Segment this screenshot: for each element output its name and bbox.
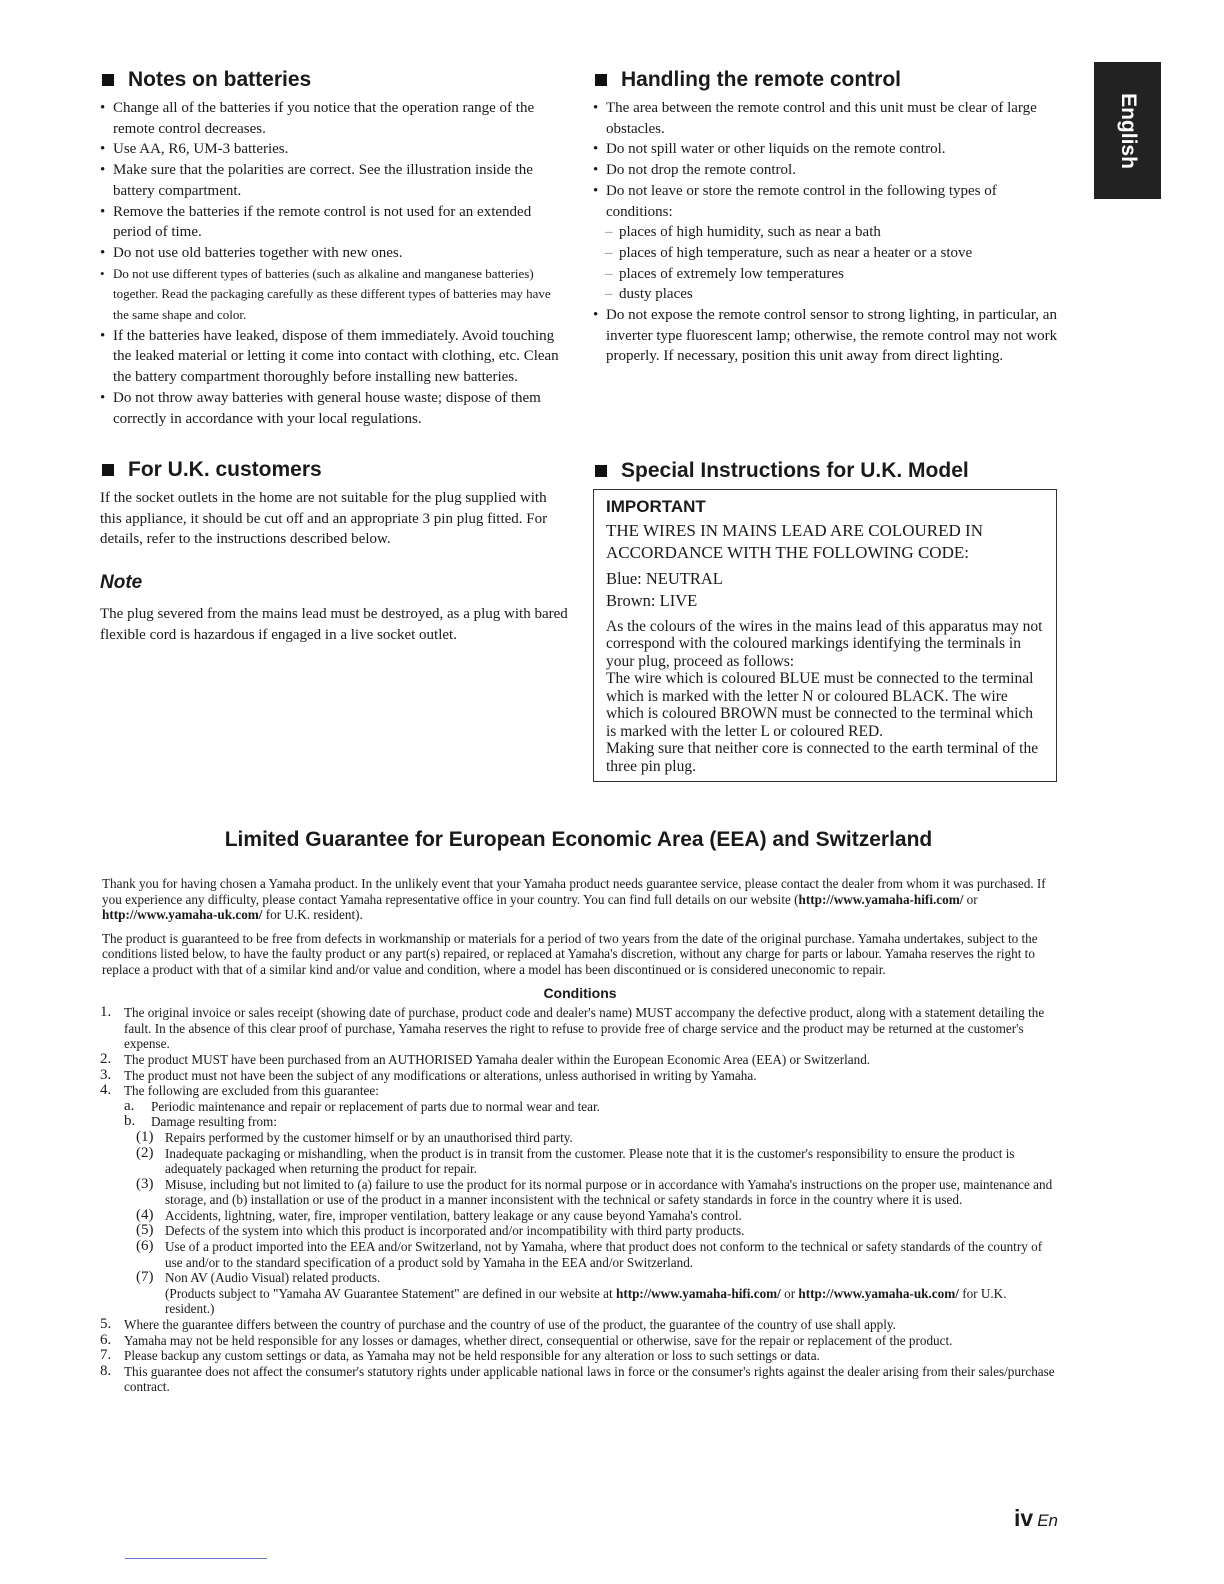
item-text: The product MUST have been purchased from an AUTHORISED Yamaha dealer within the European Economic Area (EEA) or Switzerland.: [124, 1051, 871, 1067]
condition-item: [102, 1208, 1058, 1224]
item-number: a.: [124, 1097, 135, 1114]
list-item: • The area between the remote control and this unit must be clear of large obstacles.: [593, 98, 1061, 139]
guarantee-terms: The product is guaranteed to be free from defects in workmanship or materials for a period of two years from the date of the original purchase. Yamaha undertakes, subject to the conditions listed below, to have the faulty product or any part(s) repaired, or replaced at Yamaha's discretion, without any charge for parts or labour. Yamaha reserves the right to replace a product with that of a similar kind and/or value and condition, where a model has been discontinued or is considered uneconomic to repair.: [102, 930, 1038, 977]
item-number: (3): [136, 1175, 154, 1192]
important-label: IMPORTANT: [606, 497, 706, 516]
item-text: Misuse, including but not limited to (a) failure to use the product for its normal purpose or in accordance with Yamaha's instructions on the proper use, maintenance and storage, and (b) installation or use of the product in a manner inconsistent with the technical or safety standards in force in the country where it is used.: [165, 1176, 1053, 1208]
condition-item: [102, 1099, 1058, 1115]
important-box: [593, 489, 1057, 782]
wire-code-text: THE WIRES IN MAINS LEAD ARE COLOURED IN ACCORDANCE WITH THE FOLLOWING CODE:: [606, 520, 983, 562]
text: Thank you for having chosen a Yamaha product. In the unlikely event that your Yamaha product needs guarantee service, please contact the dealer from whom it was purchased. If you experience any difficulty, please contact Yamaha representative office in your country. You can find full details on our website (: [102, 876, 1046, 907]
item-number: (5): [136, 1222, 154, 1239]
item-number: (4): [136, 1206, 154, 1223]
guarantee-title: Limited Guarantee for European Economic Area (EEA) and Switzerland: [224, 828, 933, 851]
item-number: 8.: [100, 1362, 112, 1379]
list-item: • Remove the batteries if the remote control is not used for an extended period of time.: [100, 202, 568, 243]
website-link[interactable]: http://www.yamaha-hifi.com/: [798, 891, 964, 907]
list-item: • Make sure that the polarities are correct. See the illustration inside the battery compartment.: [100, 160, 568, 201]
item-text: The original invoice or sales receipt (showing date of purchase, product code and dealer's name) MUST accompany the defective product, along with a statement detailing the fault. In the absence of this clear proof of purchase, Yamaha reserves the right to refuse to provide free of charge service and the product may be returned at the customer's expense.: [124, 1005, 1045, 1052]
square-bullet-icon: [595, 465, 607, 477]
item-text: Damage resulting from:: [151, 1114, 277, 1130]
text: or: [780, 1285, 799, 1301]
footer-rule: [125, 1558, 267, 1559]
item-number: 5.: [100, 1316, 112, 1333]
text: or: [963, 891, 978, 907]
section-heading: [100, 68, 568, 92]
item-text: Please backup any custom settings or data, as Yamaha may not be held responsible for any alteration or loss to such settings or data.: [124, 1348, 820, 1364]
condition-note: [102, 1286, 1058, 1317]
condition-item: [102, 1223, 1058, 1239]
list-item: • Do not leave or store the remote control in the following types of conditions:: [593, 181, 1061, 222]
list-item: – dusty places: [593, 284, 1061, 305]
conditions-list: [102, 1005, 1058, 1395]
condition-item: [100, 1068, 1058, 1084]
item-number: 3.: [100, 1066, 112, 1083]
condition-item: [100, 1005, 1058, 1052]
guarantee-intro: [102, 876, 1058, 923]
website-link[interactable]: http://www.yamaha-uk.com/: [102, 907, 263, 923]
list-item: • Do not drop the remote control.: [593, 160, 1061, 181]
page-num: iv: [1014, 1505, 1034, 1531]
item-text: Inadequate packaging or mishandling, when the product is in transit from the customer. Please note that it is the customer's responsibility to ensure the product is adequately packaged when returning the product for repair.: [165, 1145, 1015, 1177]
list-item: • Do not use different types of batteries (such as alkaline and manganese batteries) together. Read the packaging carefully as these different types of batteries may have the same shape and color.: [100, 264, 568, 326]
item-text: This guarantee does not affect the consumer's statutory rights under applicable national laws in force or the consumer's rights against the dealer arising from their sales/purchase contract.: [124, 1363, 1055, 1395]
item-number: (1): [136, 1128, 154, 1145]
heading-text: For U.K. customers: [128, 458, 322, 481]
condition-item: [100, 1364, 1058, 1395]
handling-list: [593, 98, 1061, 367]
condition-item: [102, 1239, 1058, 1270]
uk-customers-section: [100, 458, 570, 646]
square-bullet-icon: [595, 74, 607, 86]
section-heading: [100, 458, 570, 482]
condition-item: [102, 1270, 1058, 1286]
item-text: Yamaha may not be held responsible for any losses or damages, whether direct, consequential or otherwise, save for the repair or replacement of the product.: [124, 1332, 953, 1348]
list-item: – places of high temperature, such as near a heater or a stove: [593, 243, 1061, 264]
blue-neutral: Blue: NEUTRAL: [606, 568, 723, 588]
notes-on-batteries-section: [100, 68, 568, 429]
item-number: 1.: [100, 1004, 112, 1021]
heading-text: Notes on batteries: [128, 68, 312, 91]
page-number: [1014, 1505, 1058, 1532]
list-item: • Do not expose the remote control sensor to strong lighting, in particular, an inverter type fluorescent lamp; otherwise, the remote control may not work properly. If necessary, position this unit away from direct lighting.: [593, 305, 1061, 367]
condition-item: [102, 1146, 1058, 1177]
list-item: – places of high humidity, such as near a bath: [593, 222, 1061, 243]
item-text: Repairs performed by the customer himself or by an unauthorised third party.: [165, 1129, 573, 1145]
conditions-heading: Conditions: [543, 984, 617, 1001]
list-item: • Do not spill water or other liquids on the remote control.: [593, 139, 1061, 160]
list-item: • If the batteries have leaked, dispose of them immediately. Avoid touching the leaked material or letting it come into contact with clothing, etc. Clean the battery compartment thoroughly before installing new batteries.: [100, 326, 568, 388]
heading-text: Handling the remote control: [621, 68, 902, 91]
item-number: (7): [136, 1269, 154, 1286]
section-heading: [593, 68, 1061, 92]
condition-item: [100, 1052, 1058, 1068]
uk-customers-text: If the socket outlets in the home are not suitable for the plug supplied with this appliance, it should be cut off and an appropriate 3 pin plug fitted. For details, refer to the instructions described below.: [100, 490, 548, 548]
list-item: • Change all of the batteries if you notice that the operation range of the remote control decreases.: [100, 98, 568, 139]
heading-text: Special Instructions for U.K. Model: [621, 459, 969, 482]
item-text: Non AV (Audio Visual) related products.: [165, 1270, 381, 1286]
item-number: (2): [136, 1144, 154, 1161]
condition-item: [102, 1177, 1058, 1208]
condition-item: [102, 1114, 1058, 1130]
condition-item: [102, 1130, 1058, 1146]
list-item: • Use AA, R6, UM-3 batteries.: [100, 139, 568, 160]
item-text: Periodic maintenance and repair or replacement of parts due to normal wear and tear.: [151, 1098, 600, 1114]
language-tab: [1094, 62, 1161, 199]
condition-item: [100, 1317, 1058, 1333]
item-number: 2.: [100, 1050, 112, 1067]
brown-live: Brown: LIVE: [606, 590, 698, 610]
item-text: The following are excluded from this guarantee:: [124, 1083, 379, 1099]
battery-notes-list: [100, 98, 568, 429]
section-heading: [593, 459, 1057, 483]
handling-remote-section: [593, 68, 1061, 367]
item-number: b.: [124, 1113, 136, 1130]
list-item: • Do not throw away batteries with general house waste; dispose of them correctly in accordance with your local regulations.: [100, 388, 568, 429]
item-text: Accidents, lightning, water, fire, improper ventilation, battery leakage or any cause beyond Yamaha's control.: [165, 1207, 742, 1223]
list-item: – places of extremely low temperatures: [593, 264, 1061, 285]
square-bullet-icon: [102, 464, 114, 476]
item-number: 6.: [100, 1331, 112, 1348]
list-item: • Do not use old batteries together with new ones.: [100, 243, 568, 264]
website-link[interactable]: http://www.yamaha-uk.com/: [798, 1285, 959, 1301]
text: for U.K. resident.): [165, 1285, 1007, 1317]
page-lang: En: [1037, 1511, 1058, 1530]
item-number: 7.: [100, 1347, 112, 1364]
text: (Products subject to "Yamaha AV Guarantee Statement" are defined in our website at: [165, 1285, 616, 1301]
note-heading: Note: [100, 572, 143, 594]
special-instructions-section: [593, 459, 1057, 782]
condition-item: [100, 1083, 1058, 1099]
guarantee-section: [102, 876, 1058, 1395]
item-text: Use of a product imported into the EEA and/or Switzerland, not by Yamaha, where that product does not conform to the technical or safety standards of the country of use and/or to the standard specification of a product sold by Yamaha in the EEA and/or Switzerland.: [165, 1239, 1043, 1270]
note-text: The plug severed from the mains lead must be destroyed, as a plug with bared flexible cord is hazardous if engaged in a live socket outlet.: [100, 606, 568, 643]
square-bullet-icon: [102, 74, 114, 86]
item-text: Where the guarantee differs between the country of purchase and the country of use of the product, the guarantee of the country of use shall apply.: [124, 1317, 896, 1333]
wiring-paragraph: Making sure that neither core is connected to the earth terminal of the three pin plug.: [606, 740, 1039, 775]
language-tab-label: English: [1116, 92, 1140, 169]
item-number: 4.: [100, 1082, 112, 1099]
condition-item: [100, 1333, 1058, 1349]
item-text: Defects of the system into which this product is incorporated and/or incompatibility with third party products.: [165, 1223, 745, 1239]
item-number: (6): [136, 1238, 154, 1255]
text: for U.K. resident).: [262, 907, 363, 923]
wiring-paragraph: As the colours of the wires in the mains lead of this apparatus may not correspond with the coloured markings identifying the terminals in your plug, proceed as follows:: [606, 617, 1043, 670]
website-link[interactable]: http://www.yamaha-hifi.com/: [615, 1285, 781, 1301]
condition-item: [100, 1348, 1058, 1364]
wiring-paragraph: The wire which is coloured BLUE must be connected to the terminal which is marked with the letter N or coloured BLACK. The wire which is coloured BROWN must be connected to the terminal which is marked with the letter L or coloured RED.: [606, 670, 1034, 740]
item-text: The product must not have been the subject of any modifications or alterations, unless authorised in writing by Yamaha.: [124, 1067, 757, 1083]
